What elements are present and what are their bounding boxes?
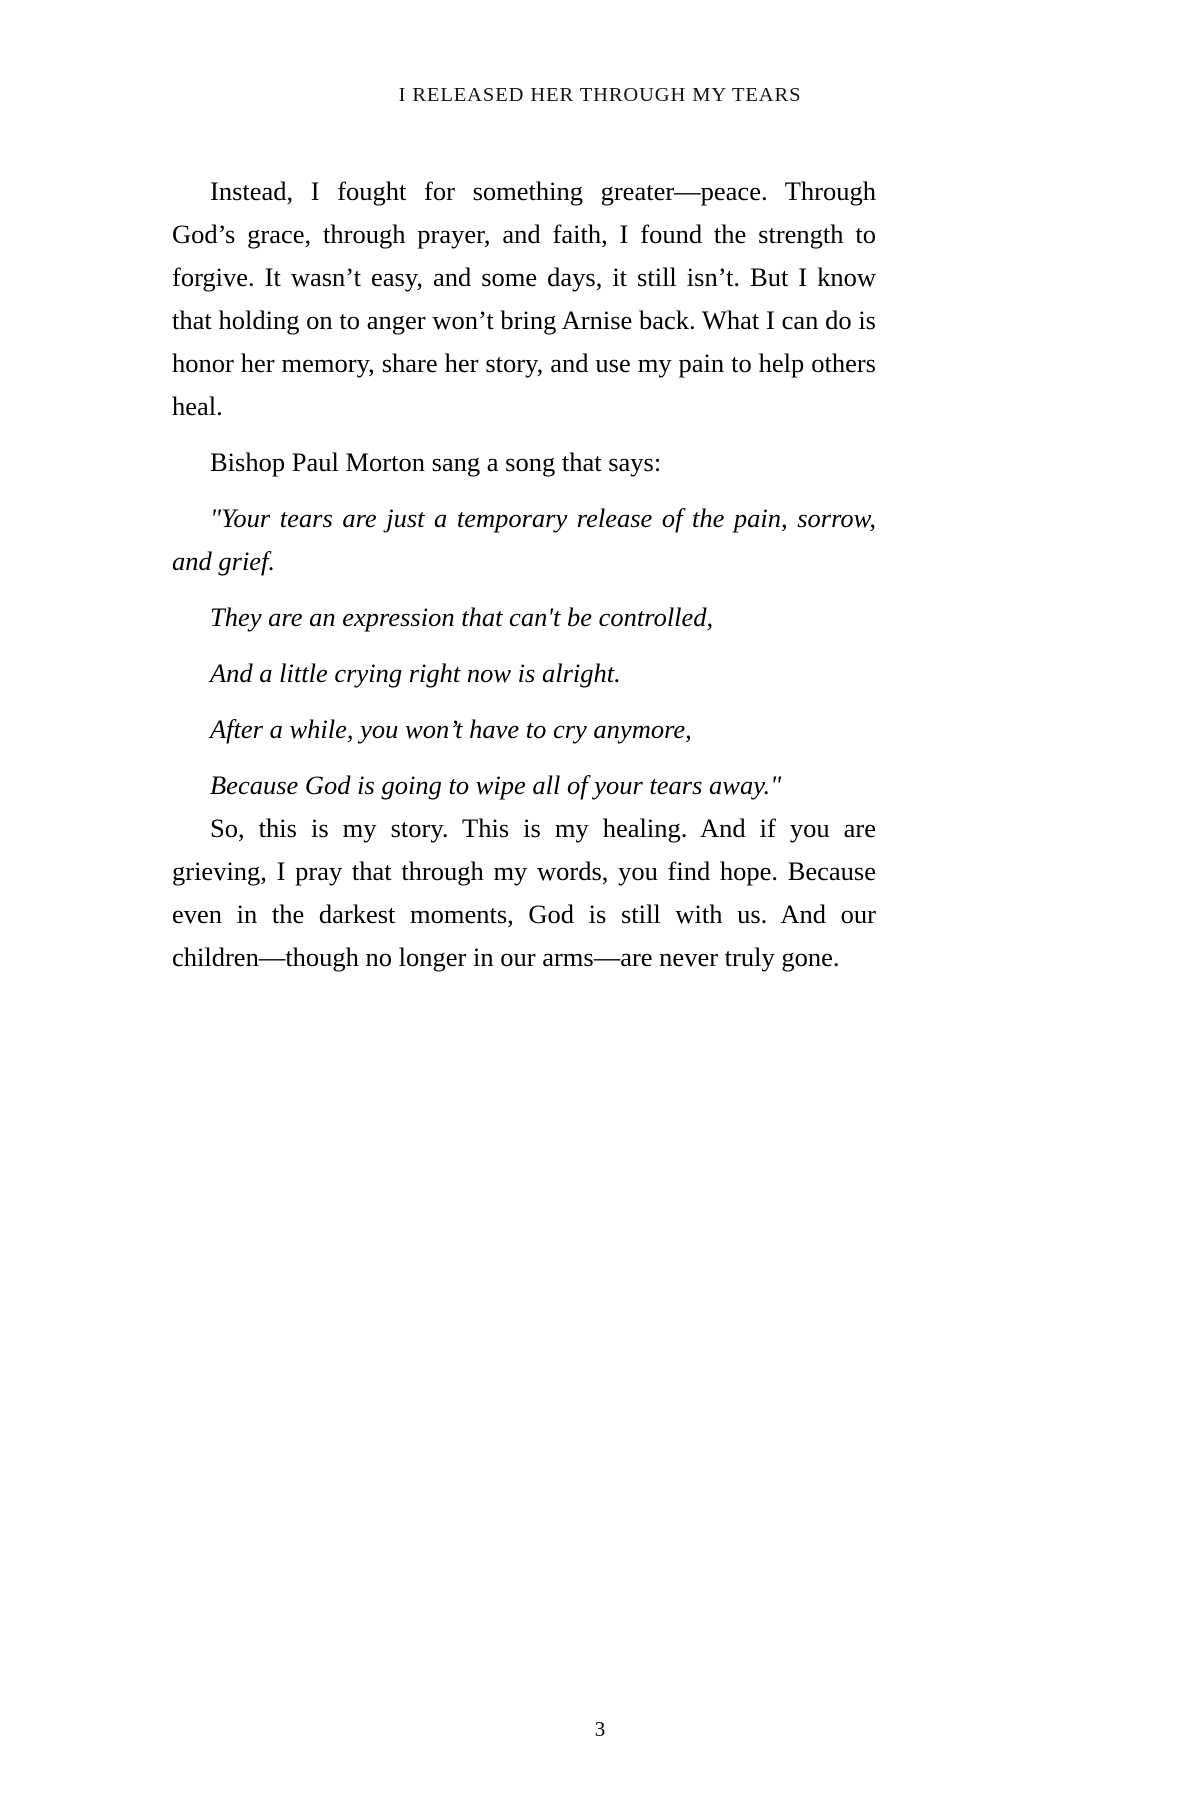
paragraph-bishop-paul-morton: Bishop Paul Morton sang a song that says: xyxy=(210,447,662,477)
paragraph-instead-i-fought: Instead, I fought for something greater—peace. Through God’s grace, through prayer, and faith, I found the strength to forgive. It wasn’t easy, and some days, it still isn’t. But I know that holding on to anger won’t bring Arnise back. What I can do is honor her memory, share her story, and use my pain to help others heal. xyxy=(172,176,876,421)
lyric-line-3: And a little crying right now is alright. xyxy=(210,658,621,688)
page-text-block xyxy=(172,170,876,979)
running-header: I RELEASED HER THROUGH MY TEARS xyxy=(398,84,802,106)
lyric-line-1: "Your tears are just a temporary release of the pain, sorrow, and grief. xyxy=(172,503,876,576)
lyric-line-2: They are an expression that can't be controlled, xyxy=(210,602,714,632)
paragraph-so-this-is-my-story: So, this is my story. This is my healing. And if you are grieving, I pray that through my words, you find hope. Because even in the darkest moments, God is still with us. And our children—though no longer in our arms—are never truly gone. xyxy=(172,813,876,972)
lyric-line-4: After a while, you won’t have to cry anymore, xyxy=(210,714,692,744)
lyric-line-5: Because God is going to wipe all of your tears away." xyxy=(210,770,782,800)
page-number: 3 xyxy=(594,1717,606,1741)
